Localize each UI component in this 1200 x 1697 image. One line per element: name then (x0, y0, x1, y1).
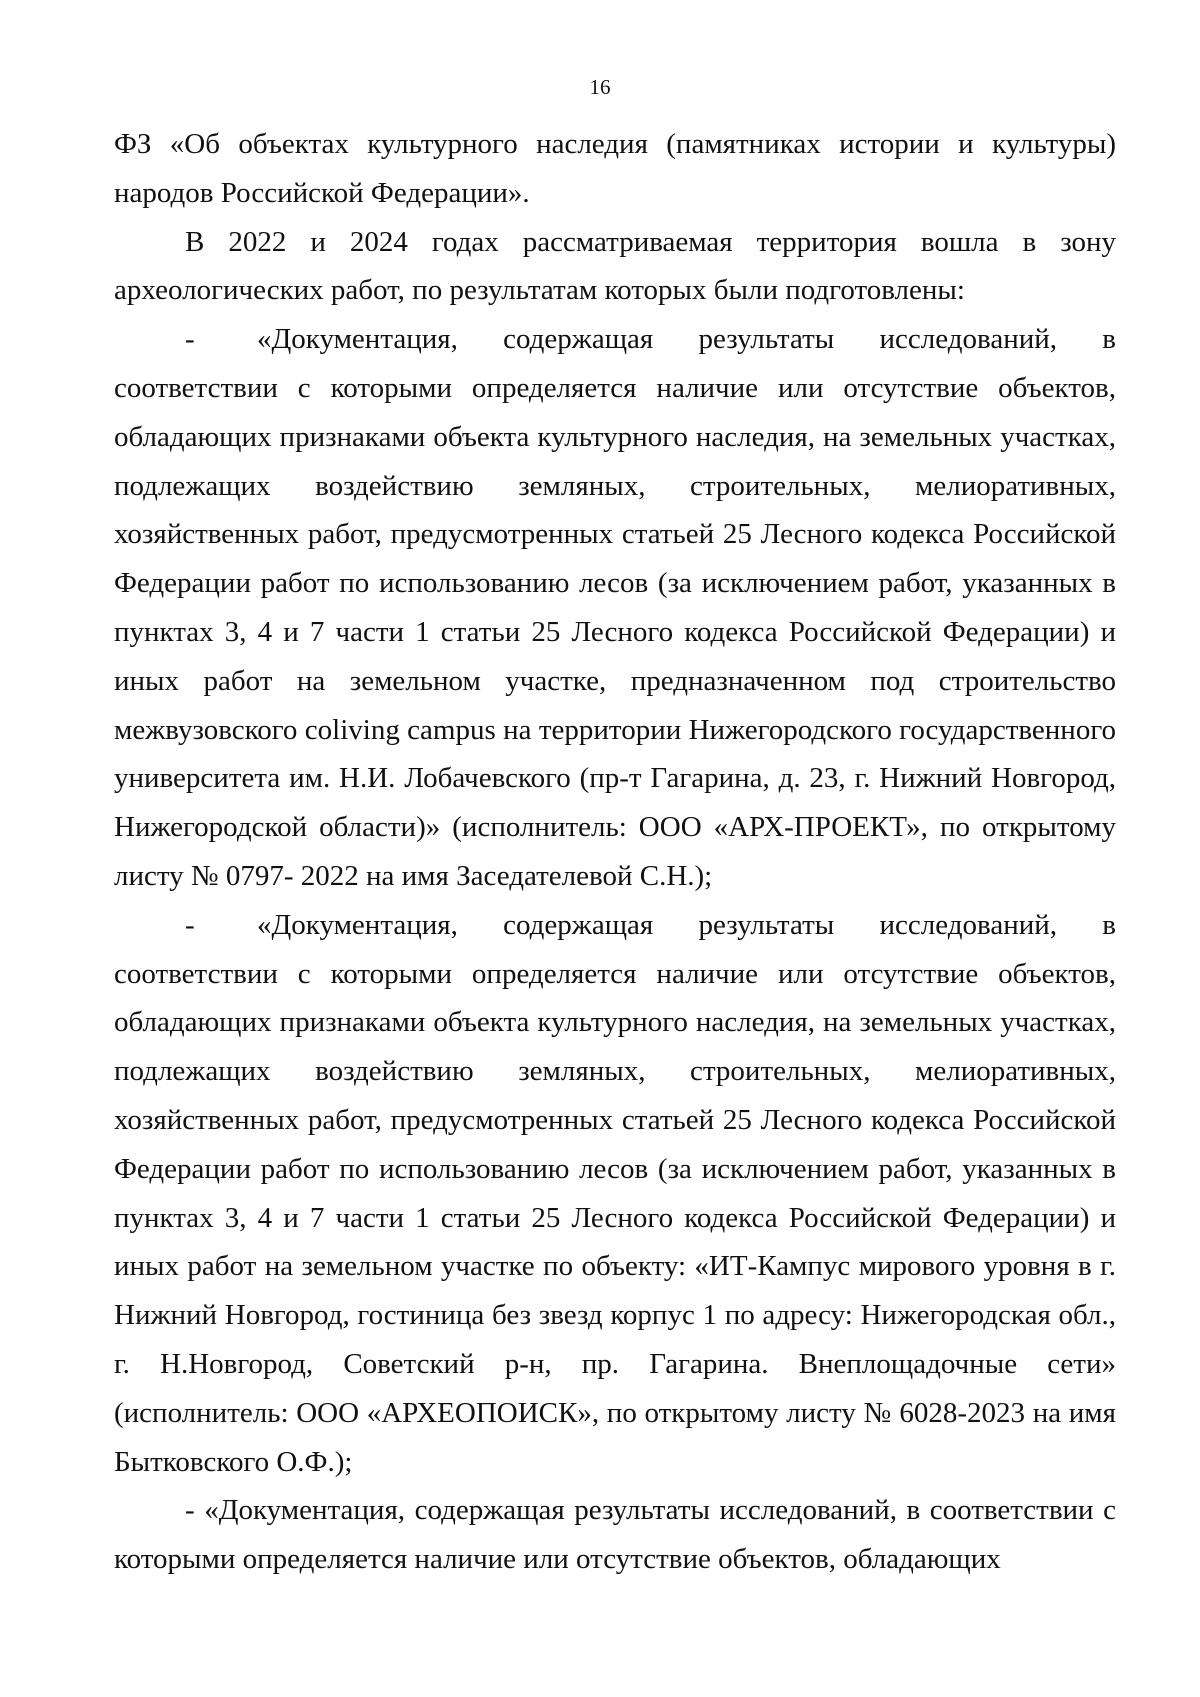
paragraph-text: «Документация, содержащая результаты исследований, в соответствии с которыми определяется наличие или отсутствие объектов, обладающих признаками объекта культурного наследия, на земельных участках, подлежащих воздействию земляных, строительных, мелиоративных, хозяйственных работ, предусмотренных статьей 25 Лесного кодекса Российской Федерации работ по использованию лесов (за исключением работ, указанных в пунктах 3, 4 и 7 части 1 статьи 25 Лесного кодекса Российской Федерации) и иных работ на земельном участке, предназначенном под строительство межвузовского coliving campus на территории Нижегородского государственного университета им. Н.И. Лобачевского (пр-т Гагарина, д. 23, г. Нижний Новгород, Нижегородской области)» (исполнитель: ООО «АРХ-ПРОЕКТ», по открытому листу № 0797- 2022 на имя Заседателевой С.Н.); (114, 323, 1116, 892)
paragraph-law-reference (114, 120, 1116, 218)
paragraph-text: «Документация, содержащая результаты исследований, в соответствии с которыми определяется наличие или отсутствие объектов, обладающих признаками объекта культурного наследия, на земельных участках, подлежащих воздействию земляных, строительных, мелиоративных, хозяйственных работ, предусмотренных статьей 25 Лесного кодекса Российской Федерации работ по использованию лесов (за исключением работ, указанных в пунктах 3, 4 и 7 части 1 статьи 25 Лесного кодекса Российской Федерации) и иных работ на земельном участке по объекту: «ИТ-Кампус мирового уровня в г. Нижний Новгород, гостиница без звезд корпус 1 по адресу: Нижегородская обл., г. Н.Новгород, Советский р-н, пр. Гагарина. Внеплощадочные сети» (исполнитель: ООО «АРХЕОПОИСК», по открытому листу № 6028-2023 на имя Бытковского О.Ф.); (114, 908, 1116, 1478)
page-number: 16 (589, 75, 611, 99)
paragraph-text: ФЗ «Об объектах культурного наследия (памятниках истории и культуры) народов Российской Федерации». (114, 128, 1116, 209)
list-item-documentation-3 (114, 1486, 1116, 1584)
paragraph-intro (114, 218, 1116, 316)
paragraph-text: В 2022 и 2024 годах рассматриваемая территория вошла в зону археологических работ, по результатам которых были подготовлены: (114, 225, 1116, 307)
document-body (114, 120, 1116, 1584)
list-dash: - (185, 908, 195, 941)
list-item-documentation-1 (114, 315, 1116, 901)
list-item-documentation-2 (114, 901, 1116, 1487)
list-dash: - (185, 323, 195, 356)
paragraph-text: - «Документация, содержащая результаты исследований, в соответствии с которыми определяется наличие или отсутствие объектов, обладающих (114, 1494, 1116, 1576)
